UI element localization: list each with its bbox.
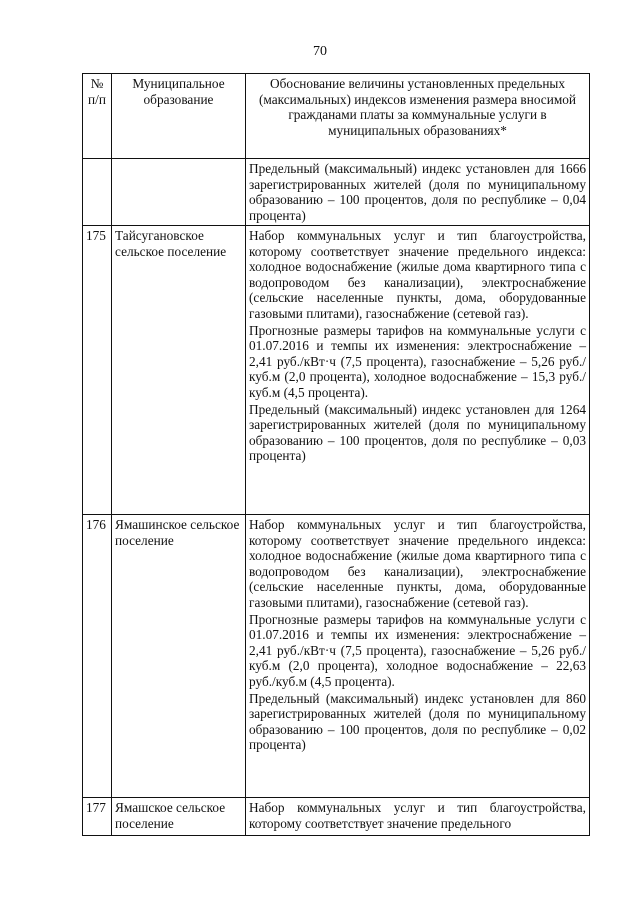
justification-paragraph: Предельный (максимальный) индекс установлен для 860 зарегистрированных жителей (доля по муниципальному образованию – 100 процентов, доля по республике – 0,02 процента) bbox=[249, 690, 586, 753]
justification-paragraph: Набор коммунальных услуг и тип благоустройства, которому соответствует значение предельного индекса: холодное водоснабжение (жилые дома квартирного типа с водопроводом без канализации), электроснабжение (сельские населенные пункты, дома, оборудованные газовыми плитами), газоснабжение (сетевой газ). bbox=[249, 517, 586, 610]
justification-paragraph: Предельный (максимальный) индекс установлен для 1666 зарегистрированных жителей (доля по муниципальному образованию – 100 процентов, доля по республике – 0,04 процента) bbox=[249, 161, 586, 223]
justification-paragraph: Прогнозные размеры тарифов на коммунальные услуги с 01.07.2016 и темпы их изменения: электроснабжение – 2,41 руб./кВт·ч (7,5 процента), газоснабжение – 5,26 руб./куб.м (2,0 процента), холодное водоснабжение – 15,3 руб./куб.м (4,5 процента). bbox=[249, 322, 586, 400]
table-row-175 bbox=[83, 226, 590, 515]
row-municipality bbox=[112, 159, 246, 226]
row-number: 177 bbox=[83, 798, 112, 836]
justification-paragraph: Прогнозные размеры тарифов на коммунальные услуги с 01.07.2016 и темпы их изменения: электроснабжение – 2,41 руб./кВт·ч (7,5 процента), газоснабжение – 5,26 руб./куб.м (2,0 процента), холодное водоснабжение – 22,63 руб./куб.м (4,5 процента). bbox=[249, 611, 586, 689]
table-row-continuation bbox=[83, 159, 590, 226]
justification-paragraph: Набор коммунальных услуг и тип благоустройства, которому соответствует значение предельного индекса: холодное водоснабжение (жилые дома квартирного типа с водопроводом без канализации), электроснабжение (сельские населенные пункты, дома, оборудованные газовыми плитами), газоснабжение (сетевой газ). bbox=[249, 228, 586, 321]
row-number bbox=[83, 159, 112, 226]
row-municipality: Ямашское сельское поселение bbox=[112, 798, 246, 836]
table-row-177 bbox=[83, 798, 590, 836]
page-number: 70 bbox=[313, 44, 327, 59]
row-number: 176 bbox=[83, 515, 112, 798]
table-header-row bbox=[83, 74, 590, 159]
row-municipality: Ямашинское сельское поселение bbox=[112, 515, 246, 798]
header-justification: Обоснование величины установленных предельных (максимальных) индексов изменения размера вносимой гражданами платы за коммунальные услуги в муниципальных образованиях* bbox=[246, 74, 590, 159]
header-municipality: Муниципальное образование bbox=[112, 74, 246, 159]
header-number: № п/п bbox=[83, 74, 112, 159]
row-justification bbox=[246, 226, 590, 515]
row-justification bbox=[246, 798, 590, 836]
justification-paragraph: Предельный (максимальный) индекс установлен для 1264 зарегистрированных жителей (доля по муниципальному образованию – 100 процентов, доля по республике – 0,03 процента) bbox=[249, 401, 586, 464]
row-number: 175 bbox=[83, 226, 112, 515]
table-row-176 bbox=[83, 515, 590, 798]
row-justification bbox=[246, 515, 590, 798]
row-justification bbox=[246, 159, 590, 226]
row-municipality: Тайсугановское сельское поселение bbox=[112, 226, 246, 515]
justification-paragraph: Набор коммунальных услуг и тип благоустройства, которому соответствует значение предельного bbox=[249, 800, 586, 831]
tariff-index-table bbox=[82, 73, 590, 836]
